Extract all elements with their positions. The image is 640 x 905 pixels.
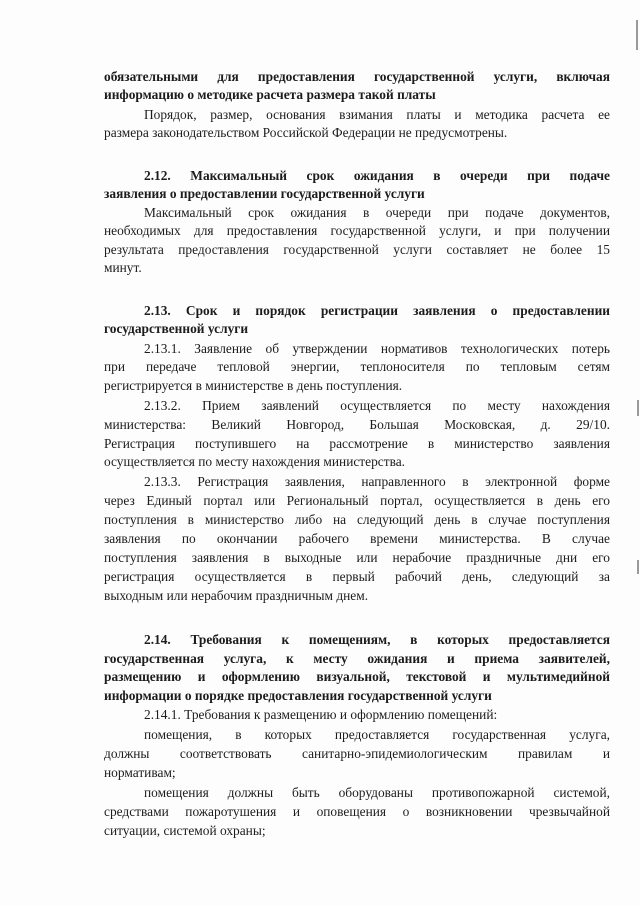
body-text-line: Максимальный срок ожидания в очереди при подаче документов, xyxy=(144,205,610,220)
body-text-line: необходимых для предоставления государственной услуги, и при получении xyxy=(104,223,610,238)
section-heading-line: обязательными для предоставления государственной услуги, включая xyxy=(104,69,610,84)
body-text-line: Регистрация поступившего на рассмотрение в министерство заявления xyxy=(104,436,610,451)
body-text-line: 2.13.3. Регистрация заявления, направленного в электронной форме xyxy=(144,474,610,489)
body-text-line: ситуации, системой охраны; xyxy=(104,823,266,838)
scan-edge-mark xyxy=(637,560,639,574)
body-text-line: выходным или нерабочим праздничным днем. xyxy=(104,588,369,603)
body-text-line: министерства: Великий Новгород, Большая Московская, д. 29/10. xyxy=(104,417,610,432)
scan-edge-mark xyxy=(636,20,638,50)
body-text-line: 2.13.2. Прием заявлений осуществляется по месту нахождения xyxy=(144,398,610,413)
section-heading-line: 2.14. Требования к помещениям, в которых предоставляется xyxy=(144,632,610,647)
body-text-line: осуществляется по месту нахождения министерства. xyxy=(104,454,406,469)
body-text-line: результата предоставления государственной услуги составляет не более 15 xyxy=(104,242,610,257)
section-heading-line: размещению и оформлению визуальной, текстовой и мультимедийной xyxy=(104,669,610,684)
body-text-line: поступления в министерство либо на следующий день в случае поступления xyxy=(104,512,610,527)
body-text-line: через Единый портал или Региональный портал, осуществляется в день его xyxy=(104,493,610,508)
body-text-line: регистрируется в министерстве в день поступления. xyxy=(104,378,403,393)
section-heading-line: информации о порядке предоставления государственной услуги xyxy=(104,688,492,703)
body-text-line: минут. xyxy=(104,260,142,275)
body-text-line: должны соответствовать санитарно-эпидемиологическим правилам и xyxy=(104,746,610,761)
scan-edge-mark xyxy=(637,400,639,416)
body-text-line: 2.14.1. Требования к размещению и оформлению помещений: xyxy=(144,707,498,722)
body-text-line: размера законодательством Российской Федерации не предусмотрены. xyxy=(104,125,508,140)
body-text-line: при передаче тепловой энергии, теплоносителя по тепловым сетям xyxy=(104,359,610,374)
body-text-line: Порядок, размер, основания взимания платы и методика расчета ее xyxy=(144,107,610,122)
body-text-line: нормативам; xyxy=(104,765,176,780)
body-text-line: регистрация осуществляется в первый рабочий день, следующий за xyxy=(104,569,610,584)
section-heading-line: 2.12. Максимальный срок ожидания в очереди при подаче xyxy=(144,168,610,183)
body-text-line: 2.13.1. Заявление об утверждении нормативов технологических потерь xyxy=(144,341,610,356)
body-text-line: поступления заявления в выходные или нерабочие праздничные дни его xyxy=(104,550,610,565)
body-text-line: помещения, в которых предоставляется государственная услуга, xyxy=(144,727,610,742)
body-text-line: заявления по окончании рабочего времени министерства. В случае xyxy=(104,531,610,546)
body-text-line: помещения должны быть оборудованы противопожарной системой, xyxy=(144,785,610,800)
section-heading-line: заявления о предоставлении государственной услуги xyxy=(104,186,425,201)
section-heading-line: государственной услуги xyxy=(104,321,249,336)
section-heading-line: информацию о методике расчета размера такой платы xyxy=(104,87,436,102)
body-text-line: средствами пожаротушения и оповещения о возникновении чрезвычайной xyxy=(104,804,610,819)
section-heading-line: 2.13. Срок и порядок регистрации заявления о предоставлении xyxy=(144,303,610,318)
section-heading-line: государственная услуга, к месту ожидания и приема заявителей, xyxy=(104,651,610,666)
